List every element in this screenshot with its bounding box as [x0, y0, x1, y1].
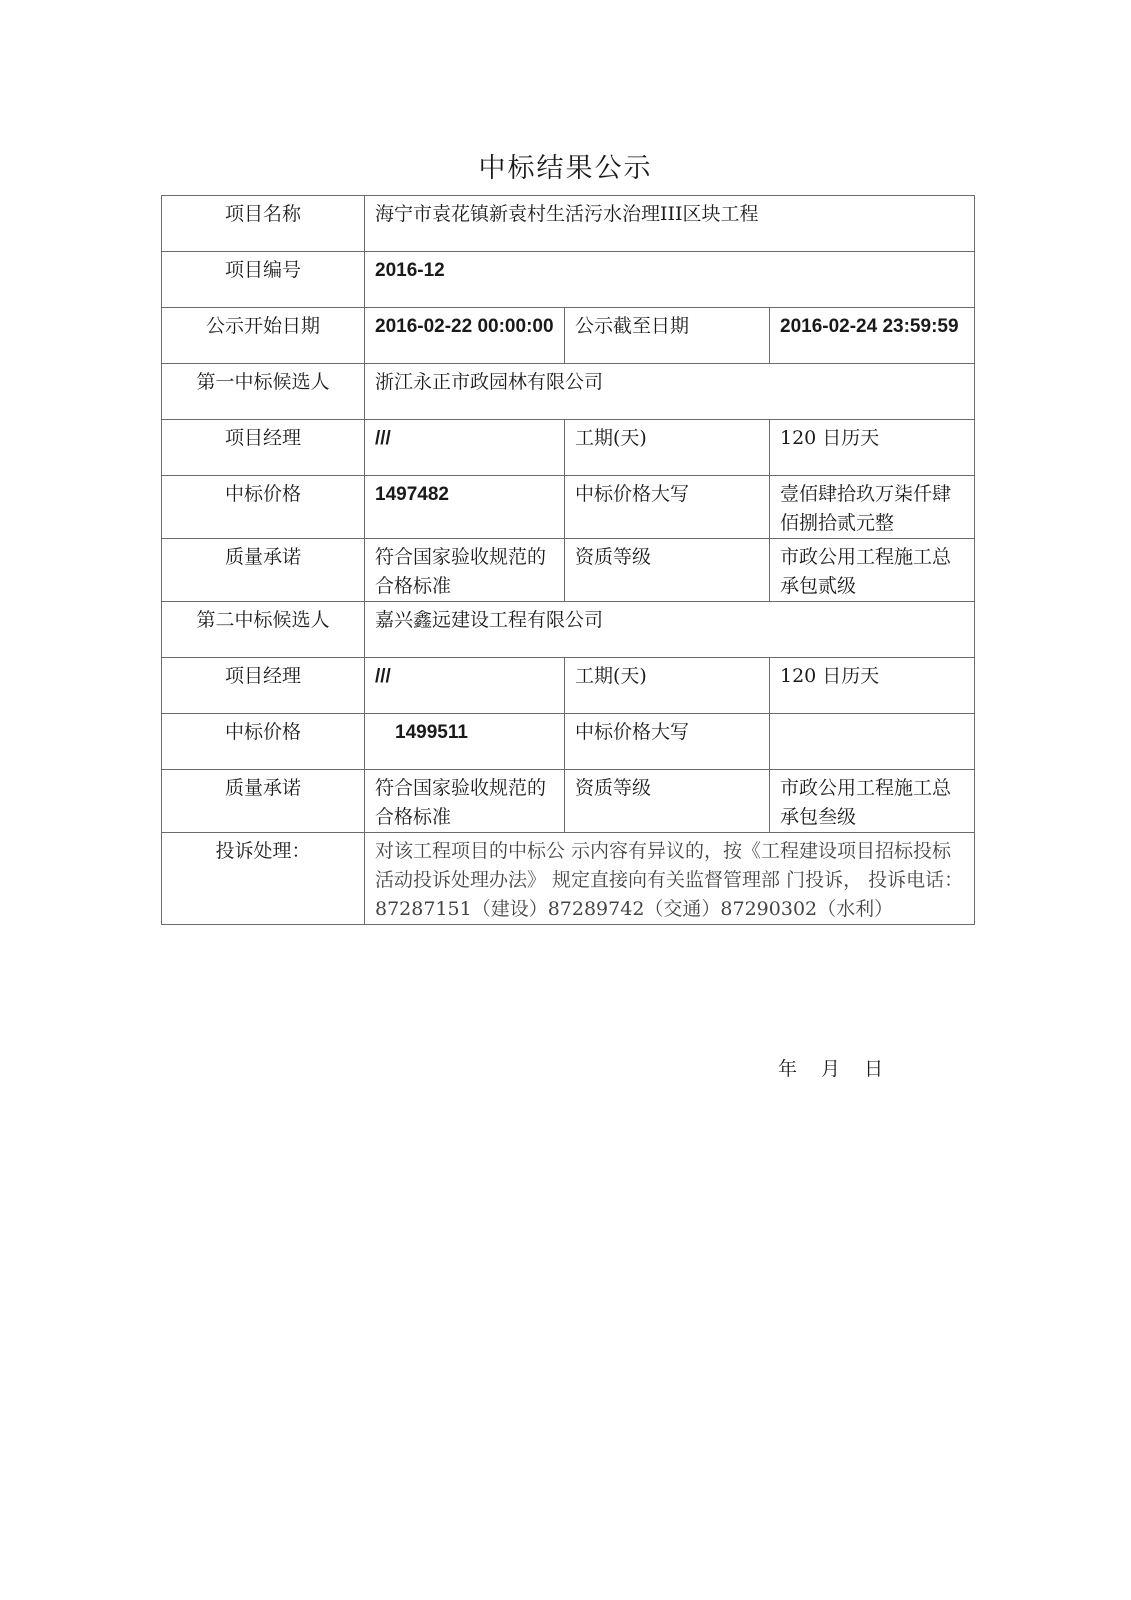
- table-row: [162, 196, 975, 252]
- first-period-label: 工期(天): [565, 420, 770, 476]
- second-price-value: 1499511: [365, 714, 565, 770]
- first-manager-value: ///: [365, 420, 565, 476]
- second-quality-value: 符合国家验收规范的合格标准: [365, 770, 565, 833]
- table-row: [162, 833, 975, 925]
- second-candidate-label: 第二中标候选人: [162, 602, 365, 658]
- first-grade-label: 资质等级: [565, 539, 770, 602]
- first-quality-label: 质量承诺: [162, 539, 365, 602]
- end-date-label: 公示截至日期: [565, 308, 770, 364]
- first-period-value: 120 日历天: [770, 420, 975, 476]
- first-candidate-label: 第一中标候选人: [162, 364, 365, 420]
- end-date-value: 2016-02-24 23:59:59: [770, 308, 975, 364]
- first-grade-value: 市政公用工程施工总承包贰级: [770, 539, 975, 602]
- project-code-value: 2016-12: [365, 252, 975, 308]
- table-row: [162, 602, 975, 658]
- first-price-upper-value: 壹佰肆拾玖万柒仟肆佰捌拾贰元整: [770, 476, 975, 539]
- complaint-label: 投诉处理：: [162, 833, 365, 925]
- table-row: [162, 658, 975, 714]
- project-name-value: 海宁市袁花镇新袁村生活污水治理III区块工程: [365, 196, 975, 252]
- first-candidate-company: 浙江永正市政园林有限公司: [365, 364, 975, 420]
- start-date-label: 公示开始日期: [162, 308, 365, 364]
- second-grade-value: 市政公用工程施工总承包叁级: [770, 770, 975, 833]
- second-manager-value: ///: [365, 658, 565, 714]
- first-price-label: 中标价格: [162, 476, 365, 539]
- second-quality-label: 质量承诺: [162, 770, 365, 833]
- page-title: 中标结果公示: [478, 153, 653, 184]
- second-price-upper-label: 中标价格大写: [565, 714, 770, 770]
- first-price-upper-label: 中标价格大写: [565, 476, 770, 539]
- table-row: [162, 714, 975, 770]
- second-grade-label: 资质等级: [565, 770, 770, 833]
- first-price-value: 1497482: [365, 476, 565, 539]
- table-row: [162, 770, 975, 833]
- second-price-upper-value: [770, 714, 975, 770]
- date-line: 年 月 日: [778, 1058, 885, 1080]
- project-name-label: 项目名称: [162, 196, 365, 252]
- start-date-value: 2016-02-22 00:00:00: [365, 308, 565, 364]
- second-period-label: 工期(天): [565, 658, 770, 714]
- first-manager-label: 项目经理: [162, 420, 365, 476]
- second-price-label: 中标价格: [162, 714, 365, 770]
- first-quality-value: 符合国家验收规范的合格标准: [365, 539, 565, 602]
- table-row: [162, 539, 975, 602]
- table-row: [162, 476, 975, 539]
- table-row: [162, 252, 975, 308]
- table-row: [162, 308, 975, 364]
- second-period-value: 120 日历天: [770, 658, 975, 714]
- table-row: [162, 364, 975, 420]
- second-manager-label: 项目经理: [162, 658, 365, 714]
- table-row: [162, 420, 975, 476]
- second-candidate-company: 嘉兴鑫远建设工程有限公司: [365, 602, 975, 658]
- project-code-label: 项目编号: [162, 252, 365, 308]
- complaint-text: 对该工程项目的中标公 示内容有异议的，按《工程建设项目招标投标活动投诉处理办法》 规定直接向有关监督管理部 门投诉， 投诉电话：87287151（建设）87289742（交通）87290302（水利）: [365, 833, 975, 925]
- result-table: [161, 195, 975, 925]
